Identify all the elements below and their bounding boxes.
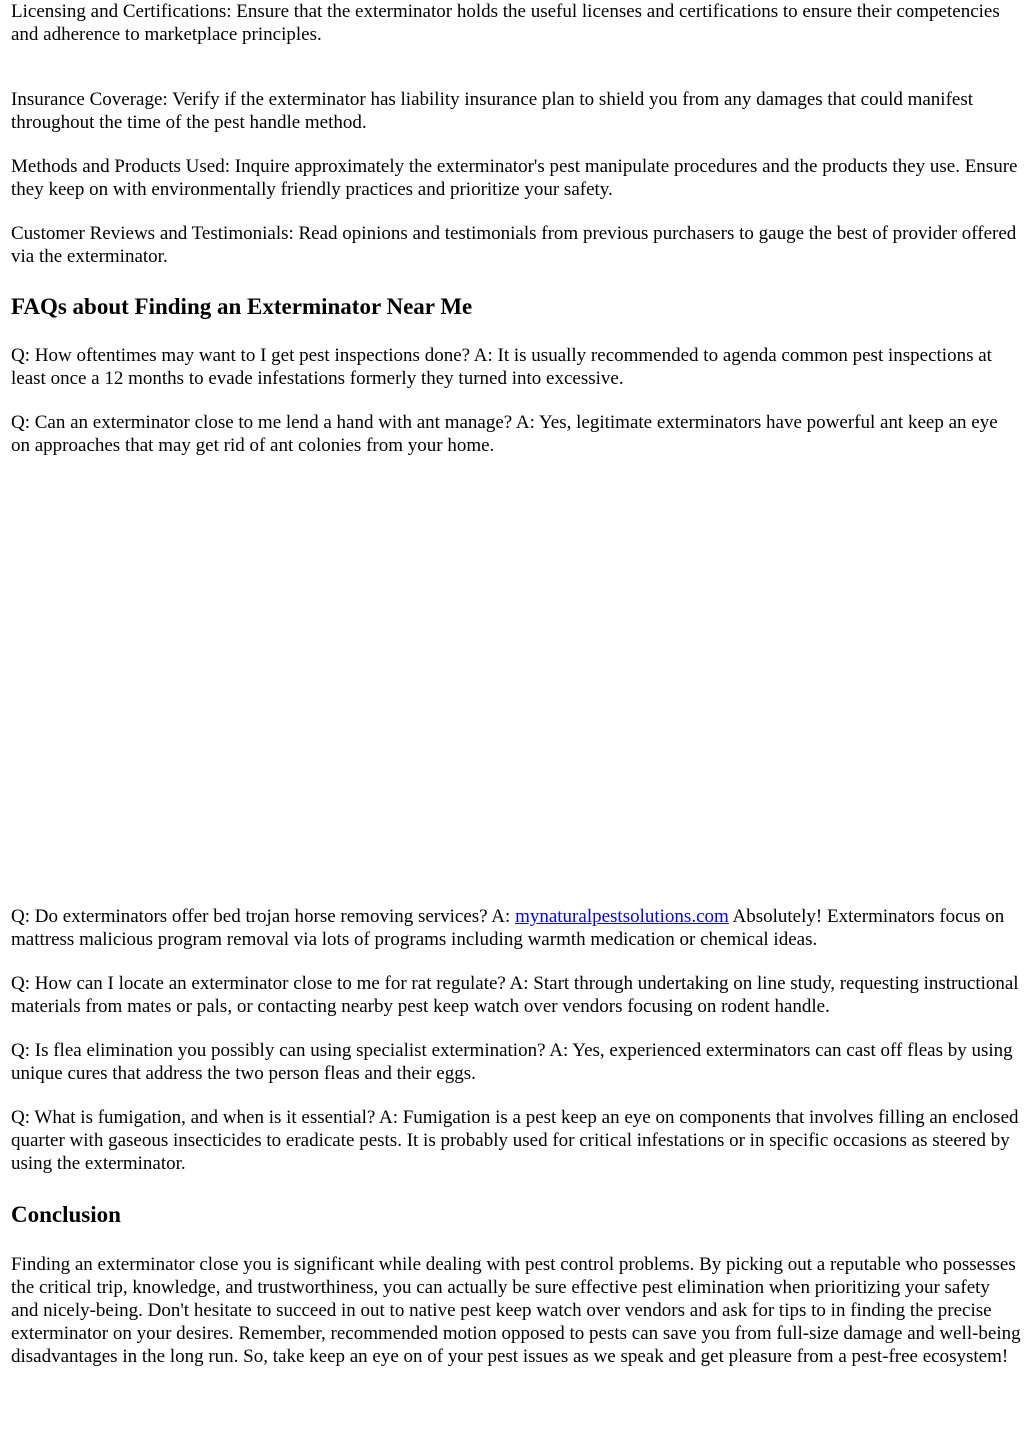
conclusion-paragraph: Finding an exterminator close you is significant while dealing with pest control problems. By picking out a reputable who possesses the critical trip, knowledge, and trustworthiness, you can actually be sure effective pest elimination when prioritizing your safety and nicely-being. Don't hesitate to succeed in out to native pest keep watch over vendors and ask for tips to in finding the precise exterminator on your desires. Remember, recommended motion opposed to pests can save you from full-size damage and well-being disadvantages in the long run. So, take keep an eye on of your pest issues as we speak and get pleasure from a pest-free ecosystem!: [11, 1254, 1021, 1367]
faq-bed-bugs-question: Q: Do exterminators offer bed trojan horse removing services? A:: [11, 906, 516, 927]
faq-item-ant-control: Q: Can an exterminator close to me lend a hand with ant manage? A: Yes, legitimate exterminators have powerful ant keep an eye on approaches that may get rid of ant colonies from your home.: [11, 412, 998, 456]
paragraph-reviews: Customer Reviews and Testimonials: Read opinions and testimonials from previous purchasers to gauge the best of provider offered via the exterminator.: [11, 223, 1017, 267]
paragraph-methods: Methods and Products Used: Inquire approximately the exterminator's pest manipulate procedures and the products they use. Ensure they keep on with environmentally friendly practices and prioritize your safety.: [11, 156, 1018, 200]
faq-bed-bugs-answer: Absolutely! Exterminators focus on mattress malicious program removal via lots of programs including warmth medication or chemical ideas.: [11, 906, 1005, 950]
faq-item-rat-control: Q: How can I locate an exterminator close to me for rat regulate? A: Start through undertaking on line study, requesting instructional materials from mates or pals, or contacting nearby pest keep watch over vendors focusing on rodent handle.: [11, 973, 1019, 1017]
faq-item-flea-elimination: Q: Is flea elimination you possibly can using specialist extermination? A: Yes, experienced exterminators can cast off fleas by using unique cures that address the two person fleas and their eggs.: [11, 1040, 1013, 1084]
faq-heading: FAQs about Finding an Exterminator Near Me: [11, 294, 473, 319]
faq-item-inspections: Q: How oftentimes may want to I get pest inspections done? A: It is usually recommended to agenda common pest inspections at least once a 12 months to evade infestations formerly they turned into excessive.: [11, 345, 992, 389]
faq-item-fumigation: Q: What is fumigation, and when is it essential? A: Fumigation is a pest keep an eye on components that involves filling an enclosed quarter with gaseous insecticides to eradicate pests. It is probably used for critical infestations or in specific occasions as steered by using the exterminator.: [11, 1107, 1019, 1174]
faq-item-bed-bugs: [11, 905, 1021, 951]
paragraph-insurance: Insurance Coverage: Verify if the exterminator has liability insurance plan to shield you from any damages that could manifest throughout the time of the pest handle method.: [11, 89, 974, 133]
conclusion-heading: Conclusion: [11, 1202, 121, 1227]
paragraph-licensing: Licensing and Certifications: Ensure that the exterminator holds the useful licenses and certifications to ensure their competencies and adherence to marketplace principles.: [11, 1, 1000, 45]
mynaturalpestsolutions-link[interactable]: mynaturalpestsolutions.com: [515, 906, 729, 927]
